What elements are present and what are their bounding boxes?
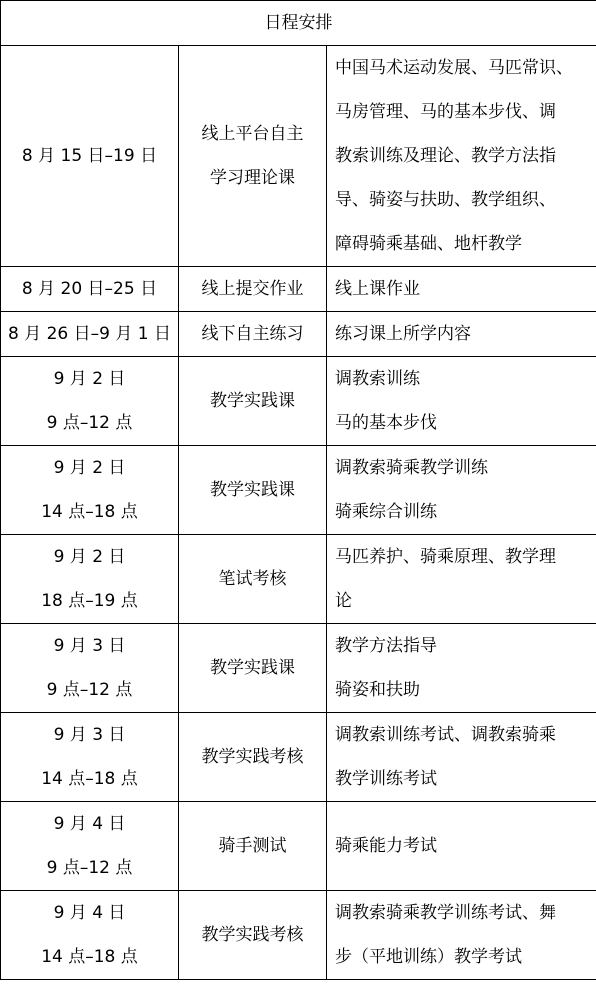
activity-cell-line: 线下自主练习 (201, 324, 304, 344)
date-cell-line: 9 点–12 点 (46, 413, 133, 433)
header-row (1, 1, 596, 46)
date-cell-line: 9 月 3 日 (53, 725, 126, 745)
date-cell-line: 14 点–18 点 (41, 769, 138, 789)
schedule-row (1, 891, 596, 980)
schedule-row (1, 446, 596, 535)
content-cell (327, 446, 596, 535)
schedule-row (1, 713, 596, 802)
content-cell (327, 891, 596, 980)
date-cell (1, 535, 179, 624)
date-cell (1, 267, 179, 312)
date-cell-line: 14 点–18 点 (41, 502, 138, 522)
content-cell-line: 骑姿和扶助 (335, 680, 420, 700)
activity-cell-line: 学习理论课 (210, 168, 295, 188)
schedule-row (1, 624, 596, 713)
date-cell-line: 8 月 15 日–19 日 (21, 146, 158, 166)
schedule-row (1, 312, 596, 357)
content-cell-line: 骑乘能力考试 (335, 836, 437, 856)
content-cell-line: 中国马术运动发展、马匹常识、 (335, 58, 573, 78)
date-cell-line: 9 月 2 日 (53, 458, 126, 478)
schedule-row (1, 357, 596, 446)
content-cell-line: 调教索训练考试、调教索骑乘 (335, 725, 556, 745)
date-cell-line: 9 月 3 日 (53, 636, 126, 656)
content-cell-line: 调教索训练 (335, 369, 420, 389)
content-cell-line: 教学训练考试 (335, 769, 437, 789)
schedule-row (1, 802, 596, 891)
schedule-body (1, 1, 596, 980)
activity-cell (179, 357, 327, 446)
date-cell-line: 14 点–18 点 (41, 947, 138, 967)
date-cell (1, 624, 179, 713)
date-cell (1, 357, 179, 446)
activity-cell-line: 教学实践考核 (201, 747, 304, 767)
date-cell-line: 8 月 20 日–25 日 (21, 279, 158, 299)
content-cell (327, 535, 596, 624)
activity-cell-line: 笔试考核 (218, 569, 287, 589)
activity-cell (179, 46, 327, 267)
content-cell (327, 357, 596, 446)
activity-cell-line: 线上提交作业 (201, 279, 304, 299)
content-cell (327, 802, 596, 891)
content-cell-line: 障碍骑乘基础、地杆教学 (335, 234, 522, 254)
date-cell-line: 9 点–12 点 (46, 858, 133, 878)
content-cell-line: 步（平地训练）教学考试 (335, 947, 522, 967)
date-cell (1, 46, 179, 267)
content-cell-line: 骑乘综合训练 (335, 502, 437, 522)
date-cell (1, 891, 179, 980)
date-cell-line: 9 月 2 日 (53, 369, 126, 389)
schedule-title: 日程安排 (1, 1, 596, 46)
activity-cell (179, 446, 327, 535)
content-cell (327, 624, 596, 713)
schedule-row (1, 267, 596, 312)
activity-cell (179, 624, 327, 713)
activity-cell-line: 教学实践考核 (201, 925, 304, 945)
activity-cell (179, 267, 327, 312)
content-cell-line: 马匹养护、骑乘原理、教学理 (335, 547, 556, 567)
date-cell-line: 9 点–12 点 (46, 680, 133, 700)
content-cell-line: 练习课上所学内容 (335, 324, 471, 344)
content-cell-line: 线上课作业 (335, 279, 420, 299)
content-cell-line: 马的基本步伐 (335, 413, 437, 433)
date-cell-line: 9 月 4 日 (53, 814, 126, 834)
activity-cell-line: 线上平台自主 (201, 124, 304, 144)
activity-cell (179, 891, 327, 980)
activity-cell (179, 802, 327, 891)
date-cell-line: 18 点–19 点 (41, 591, 138, 611)
content-cell-line: 导、骑姿与扶助、教学组织、 (335, 190, 556, 210)
content-cell-line: 马房管理、马的基本步伐、调 (335, 102, 556, 122)
date-cell-line: 9 月 4 日 (53, 903, 126, 923)
content-cell-line: 调教索骑乘教学训练 (335, 458, 488, 478)
content-cell (327, 267, 596, 312)
date-cell (1, 713, 179, 802)
date-cell (1, 802, 179, 891)
content-cell-line: 调教索骑乘教学训练考试、舞 (335, 903, 556, 923)
activity-cell-line: 教学实践课 (210, 658, 295, 678)
content-cell (327, 46, 596, 267)
activity-cell (179, 535, 327, 624)
activity-cell-line: 骑手测试 (218, 836, 287, 856)
activity-cell (179, 312, 327, 357)
date-cell (1, 312, 179, 357)
activity-cell-line: 教学实践课 (210, 480, 295, 500)
content-cell-line: 教学方法指导 (335, 636, 437, 656)
content-cell-line: 论 (335, 591, 352, 611)
content-cell-line: 教索训练及理论、教学方法指 (335, 146, 556, 166)
date-cell-line: 8 月 26 日–9 月 1 日 (7, 324, 171, 344)
date-cell-line: 9 月 2 日 (53, 547, 126, 567)
content-cell (327, 713, 596, 802)
content-cell (327, 312, 596, 357)
activity-cell-line: 教学实践课 (210, 391, 295, 411)
schedule-row (1, 535, 596, 624)
activity-cell (179, 713, 327, 802)
schedule-row (1, 46, 596, 267)
date-cell (1, 446, 179, 535)
